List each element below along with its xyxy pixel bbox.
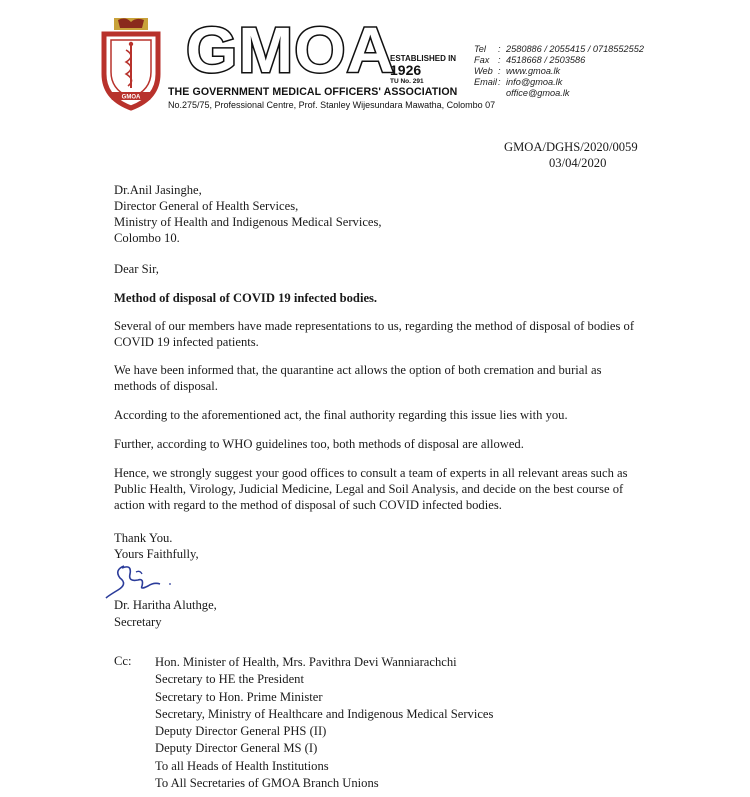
contact-row-web: Web : www.gmoa.lk bbox=[474, 66, 561, 76]
contact-row-email: Email : info@gmoa.lk bbox=[474, 77, 563, 87]
recipient-ministry: Ministry of Health and Indigenous Medical Services, bbox=[114, 215, 382, 229]
cc-item: Hon. Minister of Health, Mrs. Pavithra Devi Wanniarachchi bbox=[155, 655, 457, 669]
tu-number: TU No. 291 bbox=[390, 78, 424, 85]
salutation: Dear Sir, bbox=[114, 262, 159, 276]
subject-line: Method of disposal of COVID 19 infected bodies. bbox=[114, 291, 378, 305]
contact-row-fax: Fax : 4518668 / 2503586 bbox=[474, 55, 586, 65]
paragraph: Hence, we strongly suggest your good offices to consult a team of experts in all relevant areas such as Public Health, Virology, Judicial Medicine, Legal and Soil Analysis, and decide on the best course of action with regard to the method of disposal of such COVID infected bodies. bbox=[114, 466, 628, 512]
contact-row-tel: Tel : 2580886 / 2055415 / 0718552552 bbox=[474, 44, 644, 54]
gmoa-emblem-logo bbox=[100, 14, 162, 112]
paragraph: According to the aforementioned act, the final authority regarding this issue lies with you. bbox=[114, 408, 568, 422]
cc-list bbox=[155, 654, 493, 792]
cc-item: Deputy Director General PHS (II) bbox=[155, 724, 327, 739]
paragraph: We have been informed that, the quarantine act allows the option of both cremation and burial as methods of disposal. bbox=[114, 363, 602, 393]
paragraph: Several of our members have made representations to us, regarding the method of disposal of bodies of COVID 19 infected patients. bbox=[114, 319, 635, 349]
contact-value: www.gmoa.lk bbox=[506, 66, 561, 76]
contact-block bbox=[474, 44, 644, 99]
svg-text:GMOA: GMOA bbox=[121, 94, 141, 101]
letter-date: 03/04/2020 bbox=[549, 156, 607, 170]
closing-thanks: Thank You. bbox=[114, 531, 173, 545]
cc-item: To All Secretaries of GMOA Branch Unions bbox=[155, 776, 379, 791]
contact-value: 4518668 / 2503586 bbox=[506, 55, 586, 65]
cc-item: Secretary to Hon. Prime Minister bbox=[155, 689, 323, 704]
signatory-title: Secretary bbox=[114, 615, 162, 629]
handwritten-signature bbox=[104, 560, 214, 600]
contact-label: Tel bbox=[474, 44, 486, 54]
association-address: No.275/75, Professional Centre, Prof. Stanley Wijesundara Mawatha, Colombo 07 bbox=[168, 100, 496, 110]
closing-yours: Yours Faithfully, bbox=[114, 547, 199, 561]
established-block bbox=[390, 54, 456, 85]
cc-item: To all Heads of Health Institutions bbox=[155, 758, 329, 773]
reference-number: GMOA/DGHS/2020/0059 bbox=[504, 140, 638, 154]
cc-item: Secretary to HE the President bbox=[155, 672, 304, 687]
recipient-city: Colombo 10. bbox=[114, 231, 180, 245]
paragraph: Further, according to WHO guidelines too, both methods of disposal are allowed. bbox=[114, 437, 524, 451]
recipient-name: Dr.Anil Jasinghe, bbox=[114, 183, 202, 197]
contact-value: 2580886 / 2055415 / 0718552552 bbox=[506, 44, 644, 54]
established-label: ESTABLISHED IN bbox=[390, 54, 457, 63]
contact-label: Email bbox=[474, 77, 497, 87]
contact-email-second: office@gmoa.lk bbox=[506, 88, 570, 98]
gmoa-wordmark: GMOA bbox=[186, 14, 396, 86]
contact-label: Fax bbox=[474, 55, 490, 65]
cc-item: Secretary, Ministry of Healthcare and Indigenous Medical Services bbox=[155, 706, 494, 721]
signatory-name: Dr. Haritha Aluthge, bbox=[114, 598, 217, 612]
contact-value: info@gmoa.lk bbox=[506, 77, 563, 87]
cc-item: Deputy Director General MS (I) bbox=[155, 741, 318, 756]
recipient-title: Director General of Health Services, bbox=[114, 199, 299, 213]
contact-label: Web bbox=[474, 66, 493, 76]
cc-label: Cc: bbox=[114, 654, 132, 668]
association-name: THE GOVERNMENT MEDICAL OFFICERS' ASSOCIATION bbox=[168, 86, 458, 98]
established-year: 1926 bbox=[390, 62, 422, 78]
